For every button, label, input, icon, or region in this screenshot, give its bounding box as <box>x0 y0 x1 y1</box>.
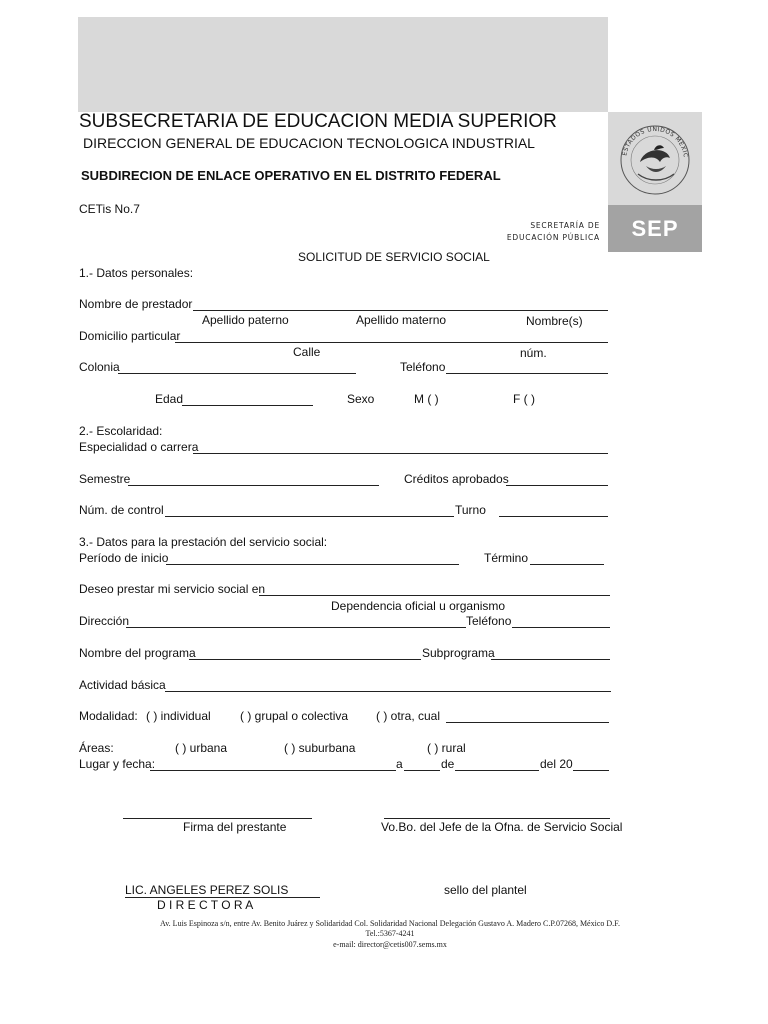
header-subdireccion: SUBDIRECION DE ENLACE OPERATIVO EN EL DISTRITO FEDERAL <box>81 168 501 183</box>
lugar-fecha-label: Lugar y fecha: <box>79 757 156 771</box>
especialidad-line[interactable] <box>193 453 608 454</box>
section-1-title: 1.- Datos personales: <box>79 266 194 280</box>
vobo-label: Vo.Bo. del Jefe de la Ofna. de Servicio Social <box>381 820 623 834</box>
semestre-label: Semestre <box>79 472 131 486</box>
mexican-seal-icon <box>608 112 702 205</box>
lugar-line[interactable] <box>150 770 396 771</box>
nombre-prestador-line[interactable] <box>193 310 608 311</box>
area-rural-checkbox[interactable]: ( ) rural <box>427 741 466 755</box>
form-title: SOLICITUD DE SERVICIO SOCIAL <box>298 250 490 264</box>
turno-line[interactable] <box>499 516 608 517</box>
termino-label: Término <box>484 551 529 565</box>
telefono-line[interactable] <box>446 373 608 374</box>
area-urbana-checkbox[interactable]: ( ) urbana <box>175 741 228 755</box>
edad-label: Edad <box>155 392 184 406</box>
subprograma-label: Subprograma <box>422 646 495 660</box>
programa-label: Nombre del programa <box>79 646 196 660</box>
programa-line[interactable] <box>189 659 421 660</box>
subprograma-line[interactable] <box>491 659 610 660</box>
modalidad-otra-line[interactable] <box>446 722 609 723</box>
periodo-label: Período de inicio <box>79 551 169 565</box>
modalidad-otra-checkbox[interactable]: ( ) otra, cual <box>376 709 441 723</box>
modalidad-grupal-checkbox[interactable]: ( ) grupal o colectiva <box>240 709 349 723</box>
telefono-label: Teléfono <box>400 360 446 374</box>
fecha-mes-line[interactable] <box>455 770 539 771</box>
section-3-title: 3.- Datos para la prestación del servicio social: <box>79 535 328 549</box>
fecha-del20-label: del 20 <box>540 757 573 771</box>
sep-logo-text: SEP <box>631 216 679 241</box>
num-label: núm. <box>520 346 547 360</box>
telefono2-label: Teléfono <box>466 614 512 628</box>
seal-text: ESTADOS UNIDOS MEXIC <box>621 125 689 159</box>
actividad-line[interactable] <box>165 691 611 692</box>
deseo-label: Deseo prestar mi servicio social en <box>79 582 266 596</box>
colonia-line[interactable] <box>118 373 356 374</box>
especialidad-label: Especialidad o carrera <box>79 440 199 454</box>
header-grey-band <box>78 17 608 112</box>
apellido-paterno-label: Apellido paterno <box>202 313 289 327</box>
fecha-dia-line[interactable] <box>404 770 440 771</box>
telefono2-line[interactable] <box>512 627 610 628</box>
vobo-line[interactable] <box>384 818 610 819</box>
calle-label: Calle <box>293 345 321 359</box>
sexo-m-checkbox[interactable]: M ( ) <box>414 392 439 406</box>
apellido-materno-label: Apellido materno <box>356 313 447 327</box>
svg-text:ESTADOS UNIDOS MEXICANOS <box>608 112 689 158</box>
areas-label: Áreas: <box>79 741 114 755</box>
turno-label: Turno <box>455 503 486 517</box>
modalidad-individual-checkbox[interactable]: ( ) individual <box>146 709 211 723</box>
actividad-label: Actividad básica <box>79 678 166 692</box>
sello-label: sello del plantel <box>444 883 527 897</box>
firma-prestante-line[interactable] <box>123 818 312 819</box>
footer-email: e-mail: director@cetis007.sems.mx <box>333 940 447 949</box>
fecha-a-label: a <box>396 757 403 771</box>
termino-line[interactable] <box>530 564 604 565</box>
header-subsecretaria: SUBSECRETARIA DE EDUCACION MEDIA SUPERIOR <box>79 111 557 132</box>
domicilio-line[interactable] <box>175 342 608 343</box>
secretaria-line-2: EDUCACIÓN PÚBLICA <box>506 233 600 242</box>
nombre-prestador-label: Nombre de prestador <box>79 297 193 311</box>
footer-address: Av. Luis Espinoza s/n, entre Av. Benito Juárez y Solidaridad Col. Solidaridad Nacional Delegación Gustavo A. Madero C.P.07268, México D.F. <box>160 919 620 928</box>
secretaria-line-1: SECRETARÍA DE <box>530 221 600 230</box>
deseo-line[interactable] <box>259 595 610 596</box>
seal-box <box>608 112 702 205</box>
domicilio-label: Domicilio particular <box>79 329 181 343</box>
fecha-anio-line[interactable] <box>573 770 609 771</box>
num-control-label: Núm. de control <box>79 503 164 517</box>
secretaria-label <box>506 220 600 244</box>
header-direccion: DIRECCION GENERAL DE EDUCACION TECNOLOGICA INDUSTRIAL <box>83 135 535 151</box>
creditos-label: Créditos aprobados <box>404 472 509 486</box>
modalidad-label: Modalidad: <box>79 709 138 723</box>
directora-role: D I R E C T O R A <box>157 898 254 912</box>
directora-name: LIC. ANGELES PEREZ SOLIS <box>125 883 320 898</box>
colonia-label: Colonia <box>79 360 120 374</box>
nombres-label: Nombre(s) <box>526 314 583 328</box>
firma-prestante-label: Firma del prestante <box>183 820 287 834</box>
num-control-line[interactable] <box>165 516 454 517</box>
fecha-de-label: de <box>441 757 455 771</box>
sexo-label: Sexo <box>347 392 375 406</box>
direccion-label: Dirección <box>79 614 130 628</box>
periodo-line[interactable] <box>166 564 459 565</box>
creditos-line[interactable] <box>506 485 608 486</box>
dependencia-label: Dependencia oficial u organismo <box>331 599 506 613</box>
section-2-title: 2.- Escolaridad: <box>79 424 163 438</box>
sexo-f-checkbox[interactable]: F ( ) <box>513 392 535 406</box>
school-name: CETis No.7 <box>79 202 140 216</box>
area-suburbana-checkbox[interactable]: ( ) suburbana <box>284 741 356 755</box>
footer-tel: Tel.:5367-4241 <box>365 929 415 938</box>
semestre-line[interactable] <box>128 485 379 486</box>
direccion-line[interactable] <box>126 627 466 628</box>
edad-line[interactable] <box>182 405 313 406</box>
